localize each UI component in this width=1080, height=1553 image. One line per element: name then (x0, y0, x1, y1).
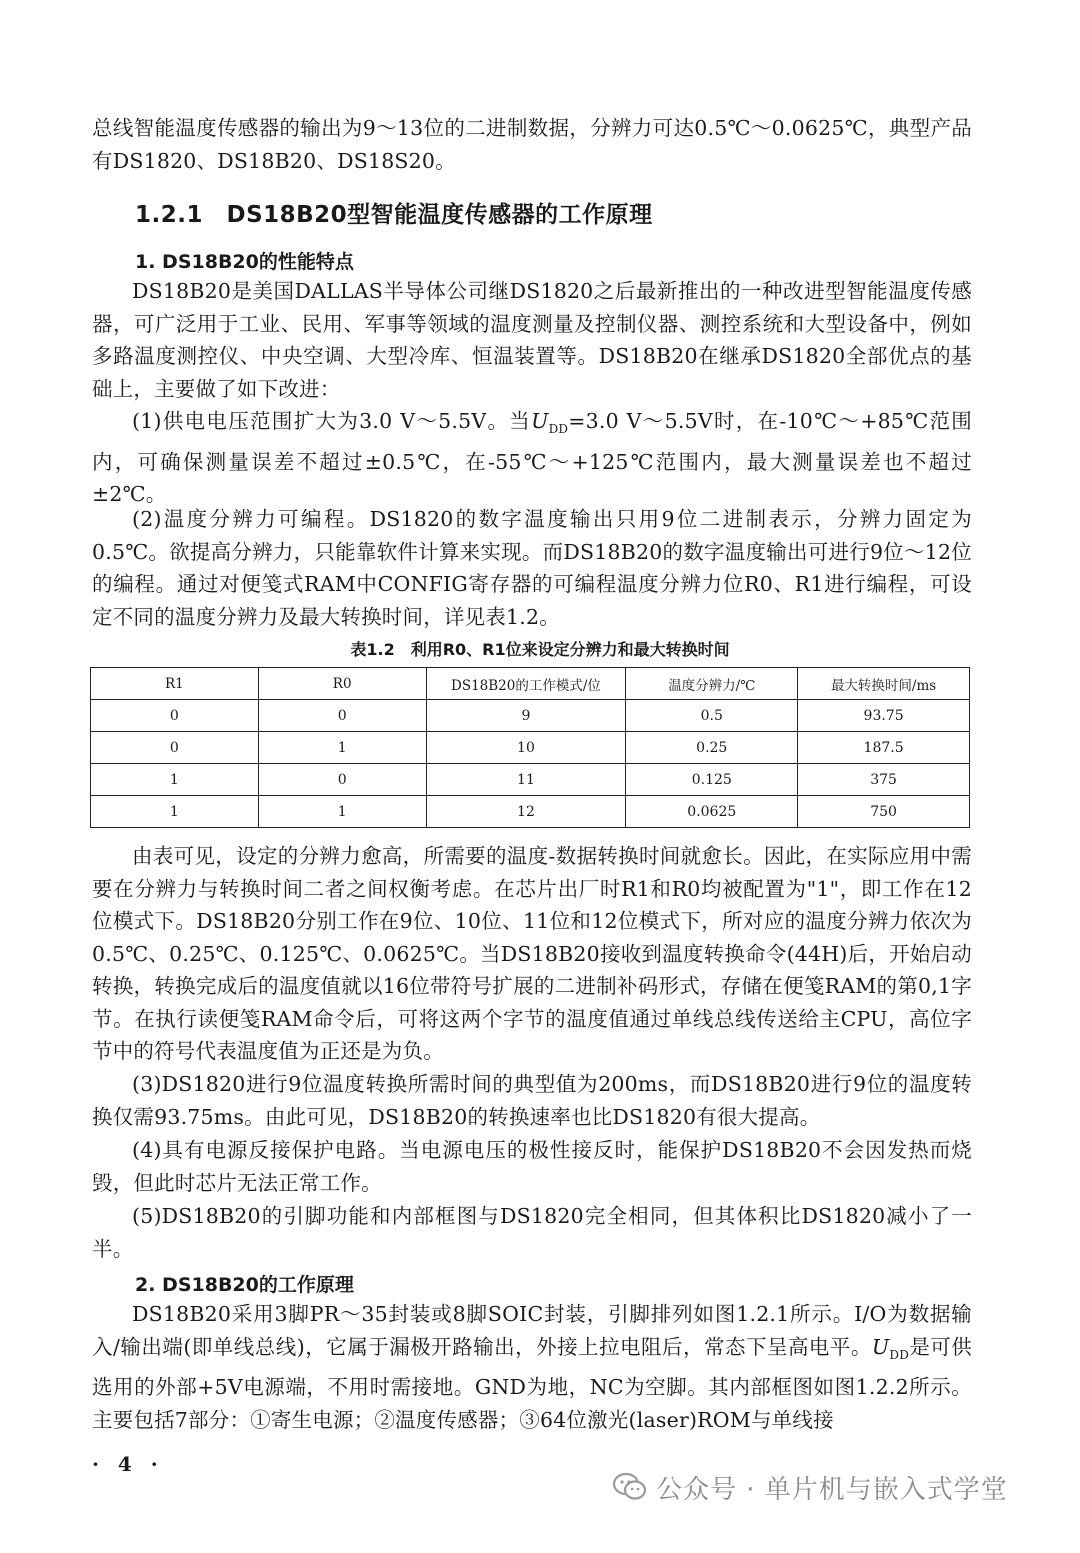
table-cell: 12 (426, 796, 626, 828)
features-paragraph: DS18B20是美国DALLAS半导体公司继DS1820之后最新推出的一种改进型智能温度传感器，可广泛用于工业、民用、军事等领域的温度测量及控制仪器、测控系统和大型设备中，例如多路温度测控仪、中央空调、大型冷库、恒温装置等。DS18B20在继承DS1820全部优点的基础上，主要做了如下改进： (92, 279, 972, 401)
table-caption: 表1.2 利用R0、R1位来设定分辨力和最大转换时间 (350, 640, 730, 659)
feature-item-3: (3)DS1820进行9位温度转换所需时间的典型值为200ms，而DS18B20进行9位的温度转换仅需93.75ms。由此可见，DS18B20的转换速率也比DS1820有很大提高。 (92, 1072, 972, 1129)
table-cell: 750 (798, 796, 970, 828)
feature-item-5: (5)DS18B20的引脚功能和内部框图与DS1820完全相同，但其体积比DS1820减小了一半。 (92, 1204, 972, 1261)
table-cell: 375 (798, 764, 970, 796)
table-row (91, 796, 970, 828)
principle-paragraph: DS18B20采用3脚PR～35封装或8脚SOIC封装，引脚排列如图1.2.1所示。I/O为数据输入/输出端(即单线总线)，它属于漏极开路输出，外接上拉电阻后，常态下呈高电平。$U_{DD}$是可供选用的外部+5V电源端，不用时需接地。GND为地，NC为空脚。其内部框图如图1.2.2所示。主要包括7部分：①寄生电源；②温度传感器；③64位激光(laser)ROM与单线接 (92, 1302, 972, 1432)
resolution-table (90, 667, 970, 828)
table-row (91, 732, 970, 764)
table-cell: 187.5 (798, 732, 970, 764)
table-cell: 1 (258, 732, 426, 764)
watermark-text: 公众号 · 单片机与嵌入式学堂 (656, 1474, 1008, 1505)
table-cell: 0 (91, 732, 259, 764)
table-cell: 1 (258, 796, 426, 828)
table-cell: 10 (426, 732, 626, 764)
table-row (91, 700, 970, 732)
header-cell: DS18B20的工作模式/位 (426, 668, 626, 700)
table-cell: 0.5 (626, 700, 798, 732)
table-cell: 1 (91, 764, 259, 796)
feature-item-4: (4)具有电源反接保护电路。当电源电压的极性接反时，能保护DS18B20不会因发热而烧毁，但此时芯片无法正常工作。 (92, 1138, 972, 1195)
watermark (612, 1465, 1008, 1509)
page-number: · 4 · (92, 1452, 164, 1476)
table-discussion-paragraph: 由表可见，设定的分辨力愈高，所需要的温度-数据转换时间就愈长。因此，在实际应用中需要在分辨力与转换时间二者之间权衡考虑。在芯片出厂时R1和R0均被配置为"1"，即工作在12位模式下。DS18B20分别工作在9位、10位、11位和12位模式下，所对应的温度分辨力依次为0.5℃、0.25℃、0.125℃、0.0625℃。当DS18B20接收到温度转换命令(44H)后，开始启动转换，转换完成后的温度值就以16位带符号扩展的二进制补码形式，存储在便笺RAM的第0,1字节。在执行读便笺RAM命令后，可将这两个字节的温度值通过单线总线传送给主CPU，高位字节中的符号代表温度值为正还是为负。 (92, 844, 972, 1063)
table-cell: 11 (426, 764, 626, 796)
header-cell: R0 (258, 668, 426, 700)
header-cell: 最大转换时间/ms (798, 668, 970, 700)
table-cell: 0.125 (626, 764, 798, 796)
wechat-icon (612, 1471, 648, 1503)
section-heading: 1.2.1 DS18B20型智能温度传感器的工作原理 (135, 202, 653, 228)
table-cell: 0 (258, 700, 426, 732)
table-cell: 1 (91, 796, 259, 828)
feature-item-2: (2)温度分辨力可编程。DS1820的数字温度输出只用9位二进制表示，分辨力固定为0.5℃。欲提高分辨力，只能靠软件计算来实现。而DS18B20的数字温度输出可进行9位～12位的编程。通过对便笺式RAM中CONFIG寄存器的可编程温度分辨力位R0、R1进行编程，可设定不同的温度分辨力及最大转换时间，详见表1.2。 (92, 507, 972, 629)
table-header-row (91, 668, 970, 700)
header-cell: R1 (91, 668, 259, 700)
table-row (91, 764, 970, 796)
table-cell: 9 (426, 700, 626, 732)
table-cell: 0.25 (626, 732, 798, 764)
table-cell: 93.75 (798, 700, 970, 732)
table-cell: 0.0625 (626, 796, 798, 828)
table-cell: 0 (258, 764, 426, 796)
subsection-heading-features: 1. DS18B20的性能特点 (135, 251, 354, 273)
feature-item-1: (1)供电电压范围扩大为3.0 V～5.5V。当$U_{DD}=3.0$ V～5.5V时，在-10℃～+85℃范围内，可确保测量误差不超过±0.5℃，在-55℃～+125℃范围内，最大测量误差也不超过±2℃。 (92, 409, 972, 507)
subsection-heading-principle: 2. DS18B20的工作原理 (135, 1274, 354, 1296)
table-cell: 0 (91, 700, 259, 732)
intro-paragraph: 总线智能温度传感器的输出为9～13位的二进制数据，分辨力可达0.5℃～0.0625℃，典型产品有DS1820、DS18B20、DS18S20。 (92, 116, 972, 173)
header-cell: 温度分辨力/℃ (626, 668, 798, 700)
